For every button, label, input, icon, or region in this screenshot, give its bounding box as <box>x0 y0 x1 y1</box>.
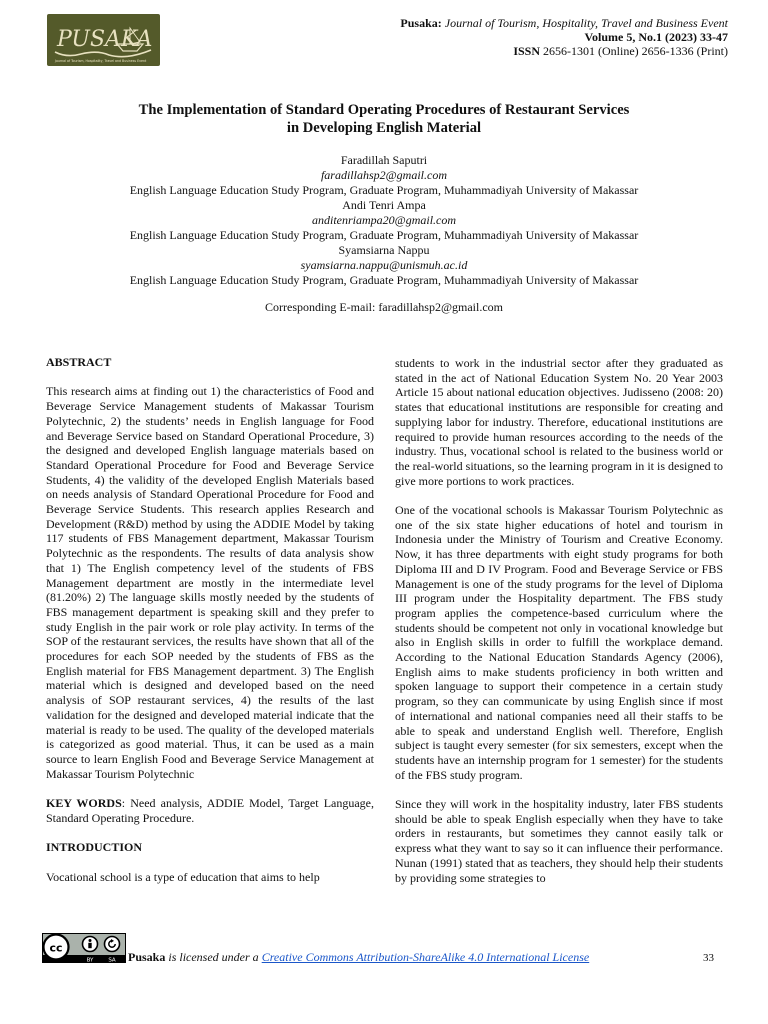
pusaka-logo-graphic <box>47 14 160 66</box>
introduction-heading: INTRODUCTION <box>46 840 143 855</box>
author-affiliation: English Language Education Study Program, Graduate Program, Muhammadiyah University of Makassar <box>129 273 639 287</box>
volume-line: Volume 5, No.1 (2023) 33-47 <box>584 30 728 44</box>
journal-name: Journal of Tourism, Hospitality, Travel and Business Event <box>444 16 728 30</box>
page-footer <box>42 933 732 965</box>
cc-by-sa-badge[interactable] <box>42 933 126 963</box>
abstract-text: This research aims at finding out 1) the characteristics of Food and Beverage Service Management students of Makassar Tourism Polytechnic, 2) the students’ needs in English language for Food and Beverage Service based on Standard Operational Procedure, 3) the designed and developed English language materials based on Standard Operational Procedure for Food and Beverage Service Students, 4) the validity of the developed English Materials based on needs analysis of Standard Operational Procedure for Food and Beverage Service Students. This research applies Research and Development (R&D) method by using the ADDIE Model by taking 117 students of FBS Management department, Makassar Tourism Polytechnic as the respondents. The results of data analysis show that 1) The English competency level of the students of FBS Management department are mostly in the intermediate level (81.20%) 2) The language skills mostly needed by the students of FBS management department is speaking skill and they prefer to study English in the pair work or role play activity. In terms of the SOP of the restaurant services, the results have shown that all of the procedures for each SOP needed by the students of FBS as the English material for FBS Management department. 3) The English material which is designed and developed based on the need analysis of SOP restaurant services, 4) the results of the last validation for the designed and developed material indicate that the material is ready to be used. The quality of the developed materials is categorized as good material. Thus, it can be used as a main source to learn English Food and Beverage Service Management at Makassar Tourism Polytechnic <box>46 384 374 781</box>
body-paragraph: Since they will work in the hospitality industry, later FBS students should be able to speak English especially when they have to take orders in restaurants, but sometimes they cannot easily talk or express what they want to say so it can influence their performance. Nunan (1991) stated that as teachers, they should help their students by providing some strategies to <box>395 797 723 885</box>
issn-value: 2656-1301 (Online) 2656-1336 (Print) <box>543 44 728 58</box>
keywords-label: KEY WORDS <box>46 796 122 811</box>
logo-subtitle: Journal of Tourism, Hospitality, Travel and Business Event <box>55 59 147 63</box>
footer-license-text: is licensed under a <box>168 950 259 964</box>
body-paragraph: One of the vocational schools is Makassar Tourism Polytechnic as one of the six state higher educations of hotel and tourism in Indonesia under the Ministry of Tourism and Creative Economy. Now, it has three departments with eight study programs for both Diploma III and D IV Program. Food and Beverage Service or FBS Management is one of the study programs for the level of Diploma III program under the Hospitality department. The FBS study program applies the competence-based curriculum where the students should be competent not only in vocational knowledge but also in English skills in order to fulfill the workplace demand. According to the National Education Standards Agency (2006), English aims to make students proficiency in both written and spoken language to support their competence in a certain study program, so they can communicate by using English since if most of international and national companies need all their staffs to be able to speak and understand English well. Therefore, English subject is taught every semester (for six semesters, except when the students have an internship program for 1 semester) for the students of the FBS study program. <box>395 503 723 782</box>
journal-prefix: Pusaka: <box>400 16 442 30</box>
journal-line <box>400 16 728 30</box>
author-email[interactable]: faradillahsp2@gmail.com <box>320 168 448 182</box>
sharealike-icon <box>105 937 120 952</box>
title-line-2: in Developing English Material <box>286 120 482 136</box>
author-name: Andi Tenri Ampa <box>342 198 426 212</box>
license-link[interactable]: Creative Commons Attribution-ShareAlike 4.0 International License <box>261 950 590 964</box>
left-column <box>46 355 374 884</box>
abstract-heading: ABSTRACT <box>46 355 112 369</box>
right-column <box>395 356 723 885</box>
author-affiliation: English Language Education Study Program, Graduate Program, Muhammadiyah University of Makassar <box>129 183 639 197</box>
author-affiliation: English Language Education Study Program, Graduate Program, Muhammadiyah University of Makassar <box>129 228 639 242</box>
logo-wordmark: PUSAKA <box>57 27 153 52</box>
issn-line <box>400 44 728 58</box>
corresponding-email: Corresponding E-mail: faradillahsp2@gmail.com <box>265 300 503 314</box>
title-line-1: The Implementation of Standard Operating Procedures of Restaurant Services <box>138 102 630 118</box>
svg-text:cc: cc <box>49 941 63 955</box>
author-name: Syamsiarna Nappu <box>338 243 430 257</box>
keywords-text: : Need analysis, ADDIE Model, Target Language, Standard Operating Procedure. <box>46 796 374 825</box>
body-paragraph: students to work in the industrial sector after they graduated as stated in the act of National Education System No. 20 Year 2003 Article 15 about national education objectives. Judisseno (2008: 20) states that educational institutions are responsible for creating and supplying labor for industry. Therefore, educational institutions are required to provide human resources according to the needs of the industry. Thus, vocational school is related to the business world or the real-world situations, so the learning program in it is designed to give more portions to work practices. <box>395 356 723 488</box>
footer-brand: Pusaka <box>128 950 166 964</box>
journal-header <box>400 16 728 58</box>
author-email[interactable]: syamsiarna.nappu@unismuh.ac.id <box>300 258 468 272</box>
license-statement <box>128 950 589 965</box>
badge-by-label: BY <box>86 957 94 963</box>
badge-sa-label: SA <box>108 957 116 963</box>
journal-logo <box>47 14 160 66</box>
issn-label: ISSN <box>513 44 541 58</box>
keywords-paragraph <box>46 796 374 825</box>
introduction-text: Vocational school is a type of education that aims to help <box>46 869 320 884</box>
author-name: Faradillah Saputri <box>340 153 428 167</box>
paper-title <box>60 101 708 137</box>
author-block <box>40 153 728 288</box>
page-number: 33 <box>703 952 714 964</box>
author-email[interactable]: anditenriampa20@gmail.com <box>311 213 457 227</box>
